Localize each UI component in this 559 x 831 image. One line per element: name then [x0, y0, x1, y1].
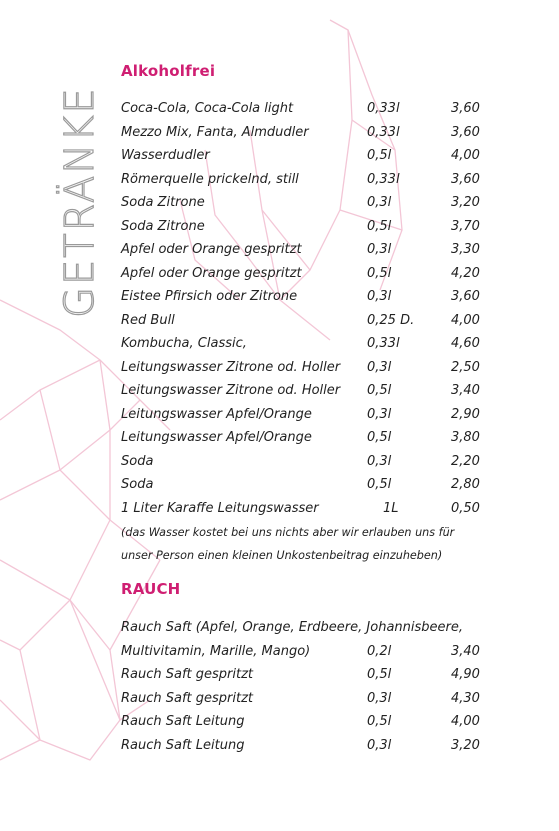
menu-item-row	[121, 663, 501, 687]
rauch-price-list	[121, 616, 501, 757]
item-price: 3,20	[451, 195, 480, 210]
item-size: 0,3l	[367, 195, 392, 210]
menu-item-row	[121, 97, 501, 121]
water-note	[121, 521, 501, 567]
item-size: 0,33l	[367, 171, 400, 187]
item-price: 3,40	[451, 643, 480, 659]
item-price: 2,80	[451, 477, 480, 492]
menu-item-row	[121, 191, 501, 215]
item-price: 4,90	[451, 667, 480, 682]
rauch-rows	[121, 640, 501, 758]
item-size: 0,5l	[367, 714, 392, 729]
item-size: 0,33l	[367, 124, 400, 140]
water-note-line-2: unser Person einen kleinen Unkostenbeitrag einzuheben)	[121, 549, 443, 562]
item-size: 1L	[383, 500, 399, 516]
item-price: 0,50	[451, 500, 480, 516]
item-name: Mezzo Mix, Fanta, Almdudler	[121, 124, 309, 140]
item-name: Coca-Cola, Coca-Cola light	[121, 101, 294, 116]
item-name: Apfel oder Orange gespritzt	[121, 242, 302, 257]
menu-item-row	[121, 215, 501, 239]
menu-item-row	[121, 426, 501, 450]
item-size: 0,3l	[367, 406, 392, 422]
item-price: 2,90	[451, 406, 480, 422]
item-price: 3,60	[451, 171, 480, 187]
item-price: 3,80	[451, 430, 480, 445]
item-name: Rauch Saft Leitung	[121, 714, 245, 729]
item-name: Soda Zitrone	[121, 218, 205, 234]
menu-item-row	[121, 450, 501, 474]
item-price: 2,50	[451, 359, 480, 375]
item-price: 3,30	[451, 242, 480, 257]
item-size: 0,5l	[367, 430, 392, 445]
menu-item-row	[121, 332, 501, 356]
item-size: 0,25 D.	[367, 312, 415, 328]
menu-item-row	[121, 356, 501, 380]
menu-item-row	[121, 403, 501, 427]
item-price: 4,30	[451, 690, 480, 706]
item-size: 0,3l	[367, 453, 392, 469]
item-price: 3,40	[451, 383, 480, 398]
item-price: 3,70	[451, 218, 480, 234]
item-size: 0,5l	[367, 265, 392, 281]
section-heading-rauch: RAUCH	[121, 580, 181, 598]
vertical-page-title: GETRÄNKE	[57, 86, 103, 318]
item-name: Römerquelle prickelnd, still	[121, 171, 299, 187]
item-price: 4,00	[451, 312, 480, 328]
item-price: 4,00	[451, 714, 480, 729]
section-heading-alkoholfrei: Alkoholfrei	[121, 62, 216, 80]
item-name: Leitungswasser Zitrone od. Holler	[121, 359, 341, 375]
menu-item-row	[121, 168, 501, 192]
item-price: 3,60	[451, 101, 480, 116]
menu-item-row	[121, 309, 501, 333]
item-name: Kombucha, Classic,	[121, 336, 247, 351]
menu-item-row	[121, 285, 501, 309]
menu-item-row	[121, 710, 501, 734]
item-size: 0,3l	[367, 690, 392, 706]
item-name: Leitungswasser Zitrone od. Holler	[121, 383, 341, 398]
menu-item-row	[121, 262, 501, 286]
item-size: 0,5l	[367, 477, 392, 492]
alkoholfrei-price-list	[121, 97, 501, 520]
item-size: 0,3l	[367, 242, 392, 257]
item-size: 0,3l	[367, 289, 392, 304]
menu-item-row	[121, 121, 501, 145]
item-size: 0,2l	[367, 643, 392, 659]
item-size: 0,5l	[367, 383, 392, 398]
item-name: Soda	[121, 453, 154, 469]
rauch-intro-line: Rauch Saft (Apfel, Orange, Erdbeere, Johannisbeere,	[121, 620, 463, 635]
item-price: 3,60	[451, 124, 480, 140]
item-name: Wasserdudler	[121, 148, 210, 163]
menu-item-row	[121, 379, 501, 403]
item-name: Rauch Saft Leitung	[121, 737, 245, 753]
item-price: 2,20	[451, 453, 480, 469]
water-note-line-1: (das Wasser kostet bei uns nichts aber wir erlauben uns für	[121, 526, 455, 539]
item-size: 0,3l	[367, 359, 392, 375]
item-name: Apfel oder Orange gespritzt	[121, 265, 302, 281]
item-price: 4,60	[451, 336, 480, 351]
menu-item-row	[121, 238, 501, 262]
item-name: Soda	[121, 477, 154, 492]
item-name: Leitungswasser Apfel/Orange	[121, 406, 312, 422]
item-price: 4,20	[451, 265, 480, 281]
item-name: Rauch Saft gespritzt	[121, 690, 254, 706]
item-size: 0,5l	[367, 667, 392, 682]
item-size: 0,3l	[367, 737, 392, 753]
item-size: 0,33l	[367, 336, 400, 351]
menu-item-row	[121, 640, 501, 664]
item-name: Rauch Saft gespritzt	[121, 667, 254, 682]
item-size: 0,5l	[367, 148, 392, 163]
item-size: 0,5l	[367, 218, 392, 234]
menu-item-row	[121, 687, 501, 711]
item-name: Red Bull	[121, 312, 175, 328]
item-name: Soda Zitrone	[121, 195, 205, 210]
menu-item-row	[121, 144, 501, 168]
menu-item-row	[121, 497, 501, 521]
item-price: 3,20	[451, 737, 480, 753]
item-name: Leitungswasser Apfel/Orange	[121, 430, 312, 445]
item-name: 1 Liter Karaffe Leitungswasser	[121, 500, 319, 516]
menu-item-row	[121, 473, 501, 497]
menu-item-row	[121, 734, 501, 758]
item-size: 0,33l	[367, 101, 400, 116]
item-name: Multivitamin, Marille, Mango)	[121, 643, 311, 659]
item-price: 3,60	[451, 289, 480, 304]
item-price: 4,00	[451, 148, 480, 163]
item-name: Eistee Pfirsich oder Zitrone	[121, 289, 298, 304]
